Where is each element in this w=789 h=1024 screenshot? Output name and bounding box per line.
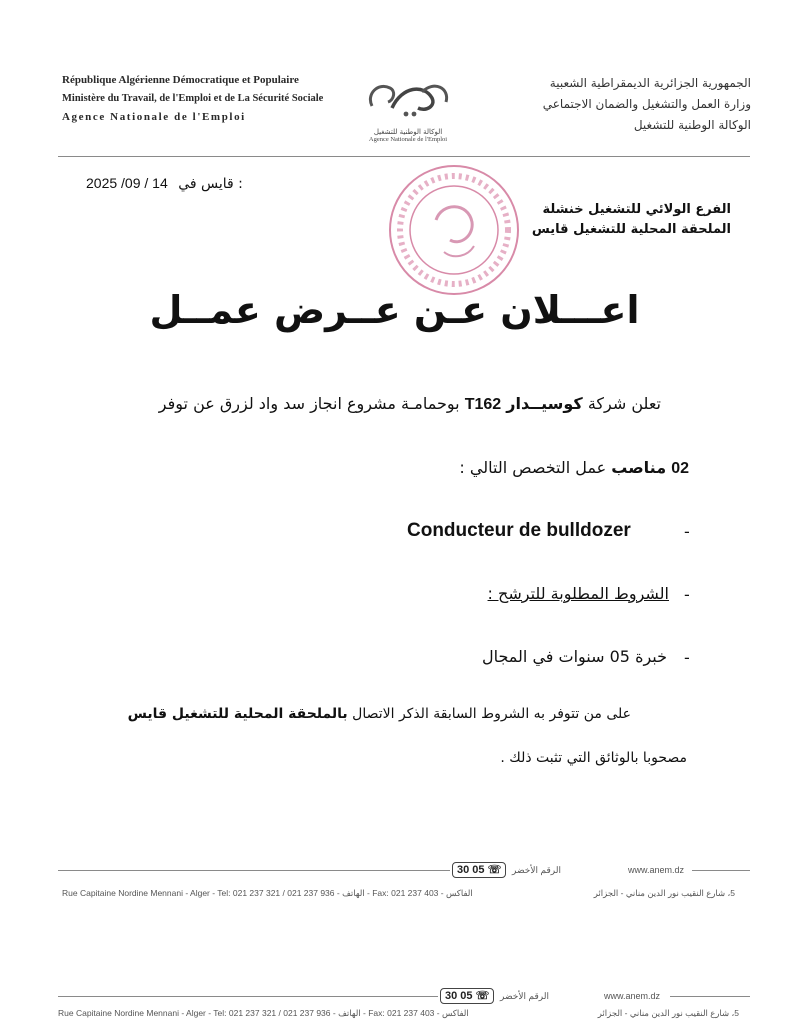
positions-line [459,458,689,478]
footer2-rule-left [58,996,438,997]
company-code: T162 [464,396,502,413]
logo-caption-ar: الوكالة الوطنية للتشغيل [373,128,443,136]
green-number-box [452,862,506,878]
branch-line-2: الملحقة المحلية للتشغيل قايس [531,222,731,237]
header-ar-ministry: وزارة العمل والتشغيل والضمان الاجتماعي [542,97,751,111]
date-label: قايس في : [178,176,243,192]
header-divider [58,156,750,157]
conditions-heading: الشروط المطلوبة للترشح : [487,584,669,603]
green-number-value: 30 05 [457,864,485,876]
closing-line: مصحوبا بالوثائق التي تثبت ذلك . [500,750,687,766]
green-number-value-2: 30 05 [445,990,473,1002]
footer-address-ar: 5، شارع النقيب نور الدين مناني - الجزائر [593,888,735,898]
company-name: كوسيــدار [506,394,583,413]
official-stamp [384,160,524,300]
footer-rule-left [58,870,450,871]
intro-suffix: بوحمامـة مشروع انجاز سد واد لزرق عن توفر [158,394,460,413]
stamp-seal-icon [384,160,524,300]
positions-count: 02 [671,460,689,477]
phone-icon-2: ☏ [475,990,490,1002]
green-number-label: الرقم الأخضر [512,865,561,875]
positions-text: عمل التخصص التالي : [459,458,607,477]
header-ar-republic: الجمهورية الجزائرية الديمقراطية الشعبية [549,76,751,90]
positions-bold: مناصب [611,458,667,477]
date-value: 2025 /09 / 14 [86,175,168,191]
footer-website-2: www.anem.dz [604,991,661,1001]
green-number-box-2 [440,988,494,1004]
announcement-title: اعـــلان عـن عــرض عمــل [149,288,640,332]
header-fr-agency: Agence Nationale de l'Emploi [62,111,246,123]
intro-prefix: تعلن شركة [587,394,661,413]
logo-caption-fr: Agence Nationale de l'Emploi [368,136,448,143]
contact-bold: بالملحقة المحلية للتشغيل قايس [127,706,348,722]
condition-1: خبرة 05 سنوات في المجال [481,647,667,666]
footer-rule-right [692,870,750,871]
header-ar-agency: الوكالة الوطنية للتشغيل [633,118,751,132]
footer2-rule-right [670,996,750,997]
header-fr-republic: République Algérienne Démocratique et Populaire [62,74,299,86]
contact-prefix: على من تتوفر به الشروط السابقة الذكر الاتصال [352,706,631,722]
footer2-address-ar: 5، شارع النقيب نور الدين مناني - الجزائر [597,1008,739,1018]
condition-1-dash: - [684,648,690,667]
contact-line [128,706,631,722]
footer2-address-fr: Rue Capitaine Nordine Mennani - Alger - Tel: 021 237 321 / 021 237 936 - الهاتف - Fax: 021 237 403 - الفاكس [58,1008,469,1018]
intro-line [159,394,661,414]
footer-website: www.anem.dz [628,865,685,875]
date-line [86,175,243,192]
job-title: Conducteur de bulldozer [407,520,631,541]
green-number-label-2: الرقم الأخضر [500,991,549,1001]
branch-line-1: الفرع الولائي للتشغيل خنشلة [542,202,731,217]
anem-logo-icon [362,72,454,124]
job-dash: - [684,522,690,541]
header-fr-ministry: Ministère du Travail, de l'Emploi et de La Sécurité Sociale [62,93,324,104]
footer-address-fr: Rue Capitaine Nordine Mennani - Alger - Tel: 021 237 321 / 021 237 936 - الهاتف - Fax: 021 237 403 - الفاكس [62,888,473,898]
phone-icon: ☏ [487,864,502,876]
anem-logo [362,72,454,148]
conditions-dash: - [684,585,690,604]
